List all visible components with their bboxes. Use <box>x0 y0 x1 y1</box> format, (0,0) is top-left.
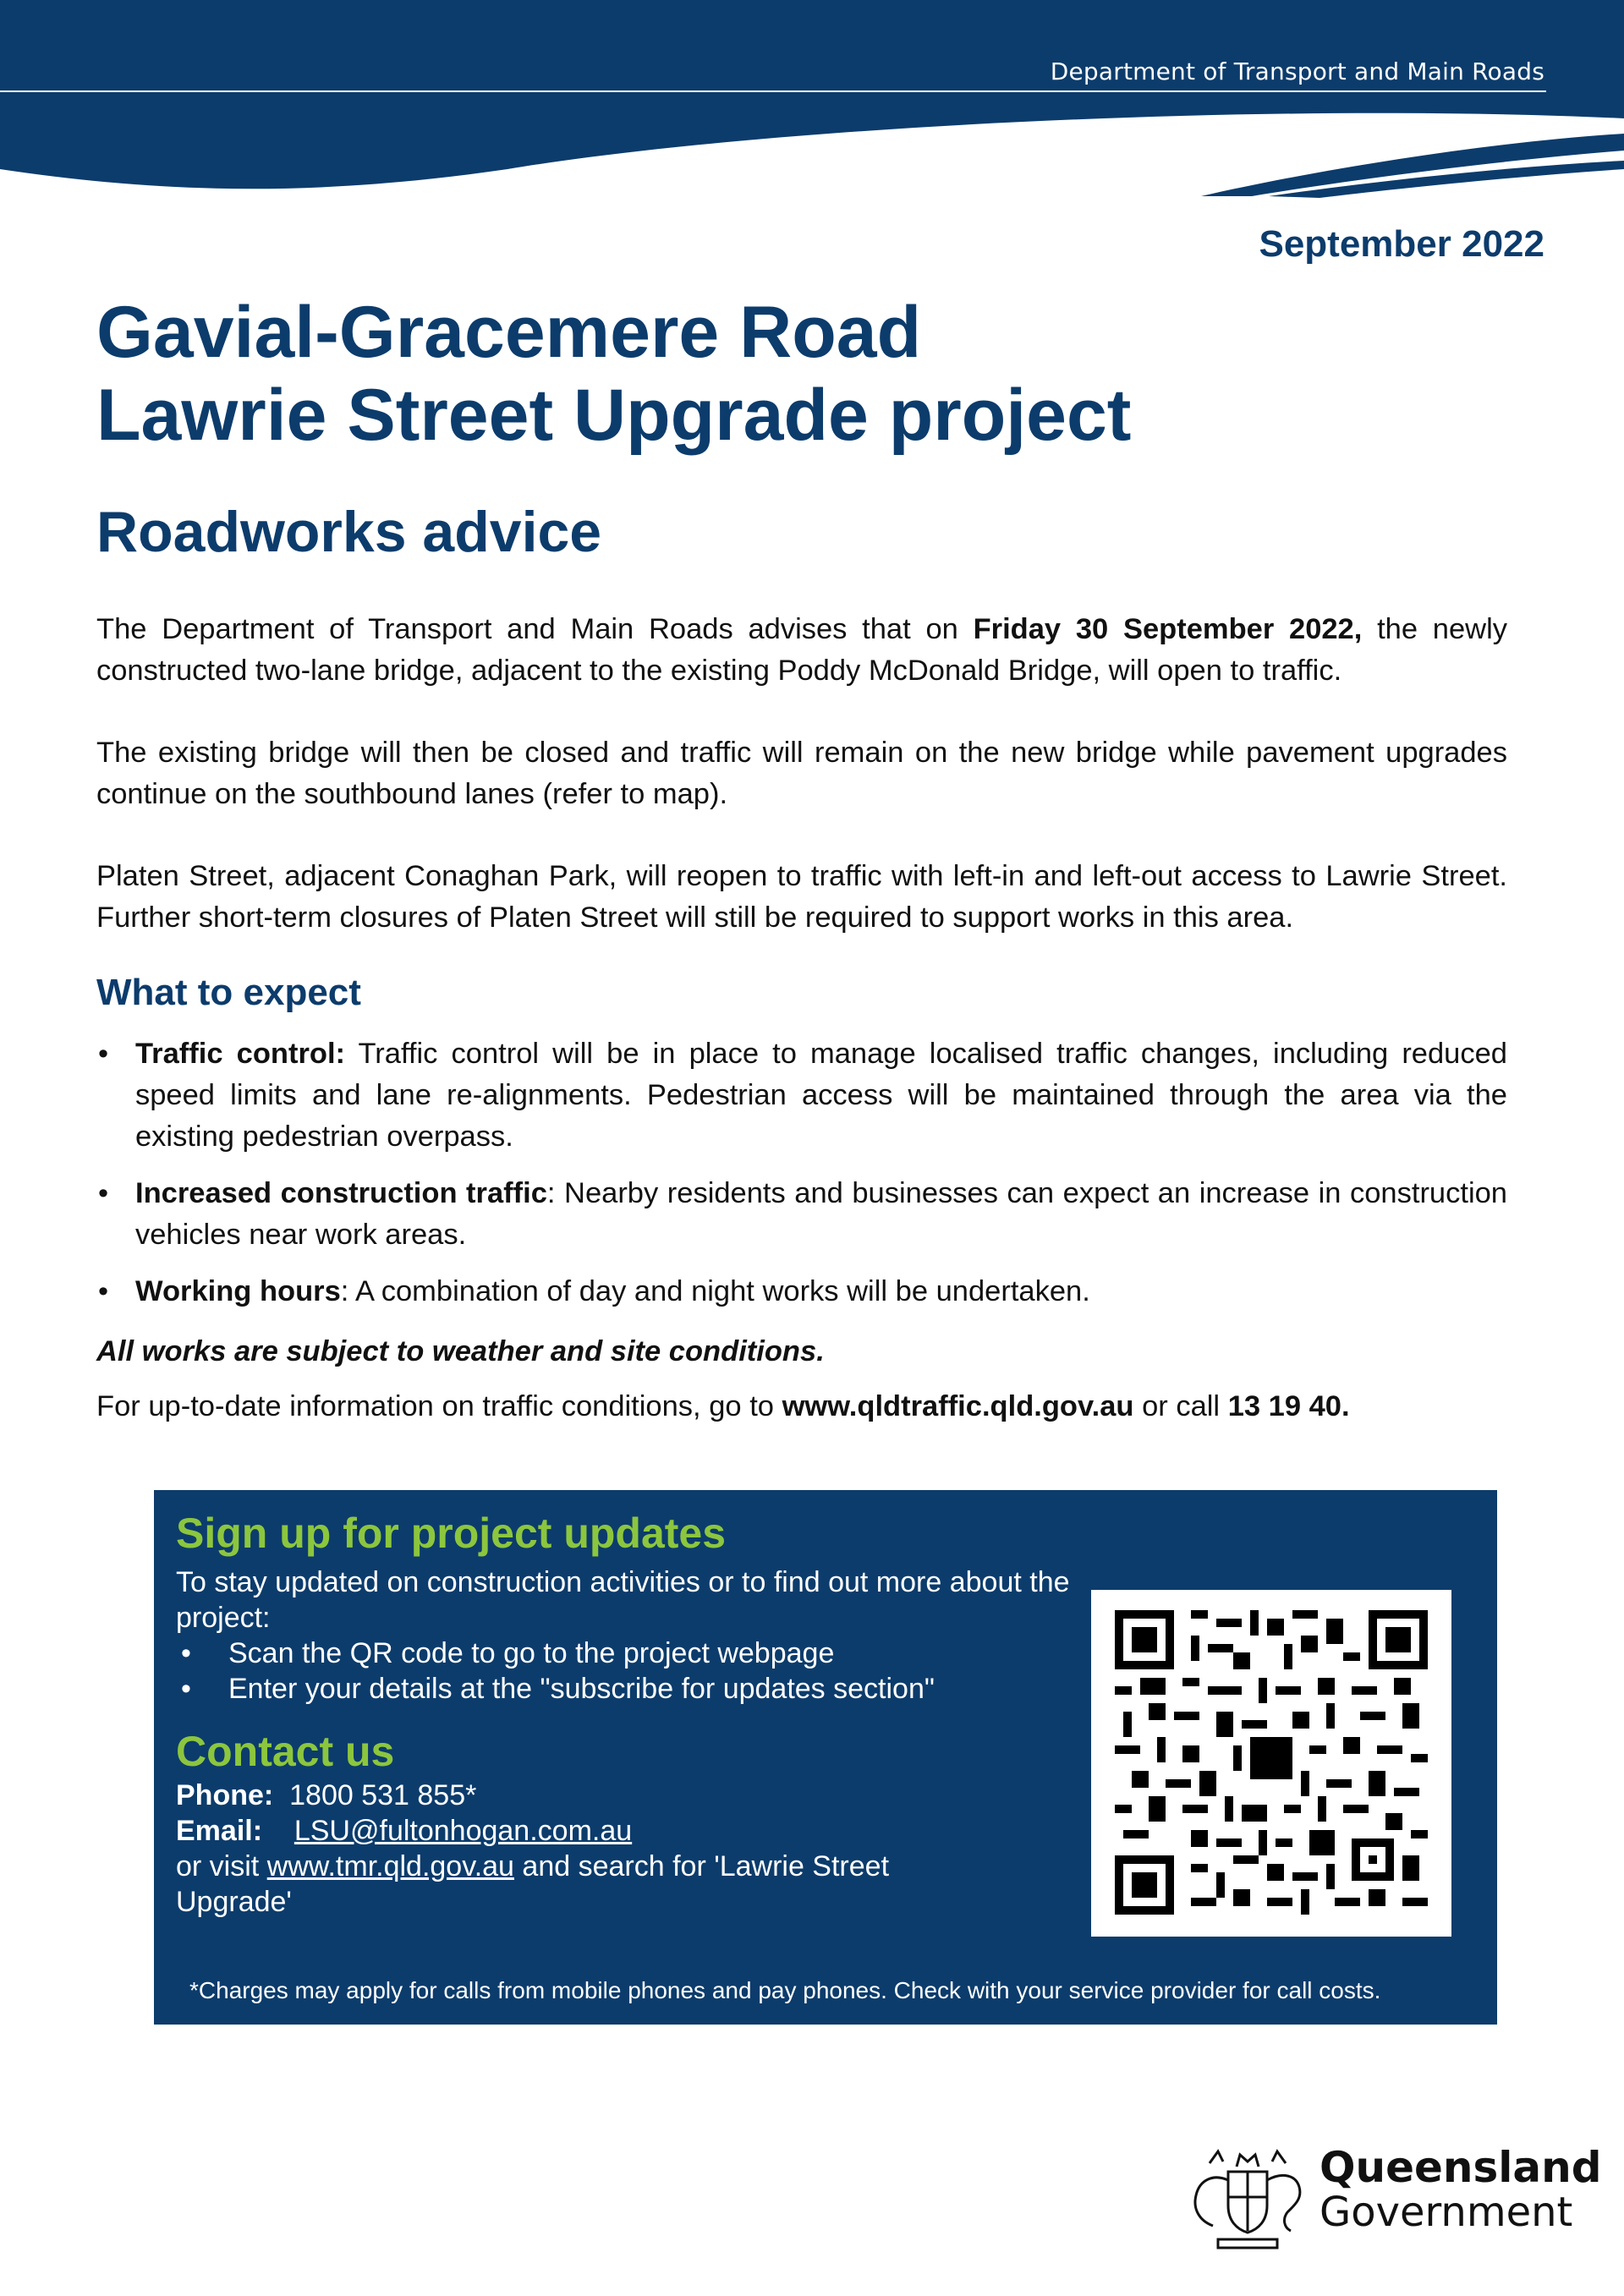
heading-what-to-expect: What to expect <box>96 972 361 1013</box>
coat-of-arms-icon <box>1184 2129 1311 2253</box>
paragraph-emphasis: Friday 30 September 2022, <box>973 613 1363 645</box>
list-item <box>96 1271 1507 1312</box>
weather-disclaimer: All works are subject to weather and site conditions. <box>96 1335 825 1367</box>
info-text: or call <box>1133 1390 1228 1422</box>
logo-wordmark <box>1320 2145 1602 2234</box>
publication-date: September 2022 <box>1259 223 1544 265</box>
email-link[interactable]: LSU@fultonhogan.com.au <box>294 1815 633 1847</box>
item-text: Enter your details at the "subscribe for updates section" <box>228 1673 935 1705</box>
updates-list <box>176 1636 1073 1707</box>
header-swoosh-graphic <box>0 0 1624 203</box>
item-text: Scan the QR code to go to the project webpage <box>228 1637 835 1669</box>
updates-content <box>176 1507 1073 1920</box>
paragraph-platen-street: Platen Street, adjacent Conaghan Park, will reopen to traffic with left-in and left-out access to Lawrie Street. Further short-term closures of Platen Street will still be required to support works in this area. <box>96 860 1507 934</box>
section-title-roadworks: Roadworks advice <box>96 500 602 564</box>
qldtraffic-link[interactable]: www.qldtraffic.qld.gov.au <box>782 1390 1134 1422</box>
paragraph-bridge-opening <box>96 609 1507 692</box>
paragraph-text: the newly constructed two-lane bridge, adjacent to the existing Poddy McDonald Bridge, will open to traffic. <box>96 613 1507 687</box>
list-item <box>96 1173 1507 1256</box>
qr-code-icon <box>1115 1610 1428 1915</box>
project-updates-box <box>154 1490 1497 2025</box>
item-label: Working hours <box>135 1275 341 1307</box>
call-charges-footnote: *Charges may apply for calls from mobile phones and pay phones. Check with your service provider for call costs. <box>189 1977 1381 2003</box>
department-name: Department of Transport and Main Roads <box>1050 58 1544 85</box>
bullet-icon: • <box>181 1637 191 1669</box>
heading-contact-us: Contact us <box>176 1728 395 1775</box>
contact-email <box>176 1813 1073 1849</box>
visit-text: and search for 'Lawrie Street Upgrade' <box>176 1850 890 1918</box>
qr-code[interactable] <box>1091 1590 1451 1937</box>
list-item <box>176 1671 1073 1707</box>
bullet-icon: • <box>98 1177 109 1209</box>
title-line-1: Gavial-Gracemere Road <box>96 292 922 373</box>
item-text: Traffic control will be in place to manage localised traffic changes, including reduced speed limits and lane re-alignments. Pedestrian access will be maintained through the area via the existing pedestrian overpass. <box>135 1038 1507 1153</box>
item-text: : A combination of day and night works will be undertaken. <box>340 1275 1090 1307</box>
email-label: Email: <box>176 1815 263 1847</box>
bullet-icon: • <box>98 1275 109 1307</box>
updates-intro: To stay updated on construction activities or to find out more about the project: <box>176 1566 1070 1634</box>
info-text: For up-to-date information on traffic conditions, go to <box>96 1390 782 1422</box>
list-item <box>96 1033 1507 1158</box>
queensland-government-logo <box>1184 2129 1602 2256</box>
logo-line-2: Government <box>1320 2189 1573 2236</box>
list-item <box>176 1636 1073 1671</box>
traffic-phone-number: 13 19 40. <box>1227 1390 1350 1422</box>
title-line-2: Lawrie Street Upgrade project <box>96 375 1132 456</box>
contact-visit <box>176 1849 971 1920</box>
paragraph-existing-bridge: The existing bridge will then be closed and traffic will remain on the new bridge while pavement upgrades continue on the southbound lanes (refer to map). <box>96 737 1507 810</box>
body-content <box>96 609 1507 1468</box>
traffic-info <box>96 1386 1507 1427</box>
expect-list <box>96 1033 1507 1312</box>
visit-text: or visit <box>176 1850 267 1882</box>
contact-phone <box>176 1778 1073 1813</box>
item-label: Increased construction traffic <box>135 1177 547 1209</box>
tmr-website-link[interactable]: www.tmr.qld.gov.au <box>266 1850 514 1882</box>
item-label: Traffic control: <box>135 1038 346 1070</box>
page-header <box>0 0 1624 203</box>
paragraph-text: The Department of Transport and Main Roads advises that on <box>96 613 974 645</box>
logo-line-1: Queensland <box>1320 2143 1602 2192</box>
item-text: : Nearby residents and businesses can expect an increase in construction vehicles near work areas. <box>135 1177 1507 1251</box>
bullet-icon: • <box>181 1673 191 1705</box>
page-title <box>96 291 1365 457</box>
heading-sign-up: Sign up for project updates <box>176 1510 727 1557</box>
phone-label: Phone: <box>176 1779 274 1811</box>
bullet-icon: • <box>98 1038 109 1070</box>
phone-number: 1800 531 855* <box>289 1779 477 1811</box>
